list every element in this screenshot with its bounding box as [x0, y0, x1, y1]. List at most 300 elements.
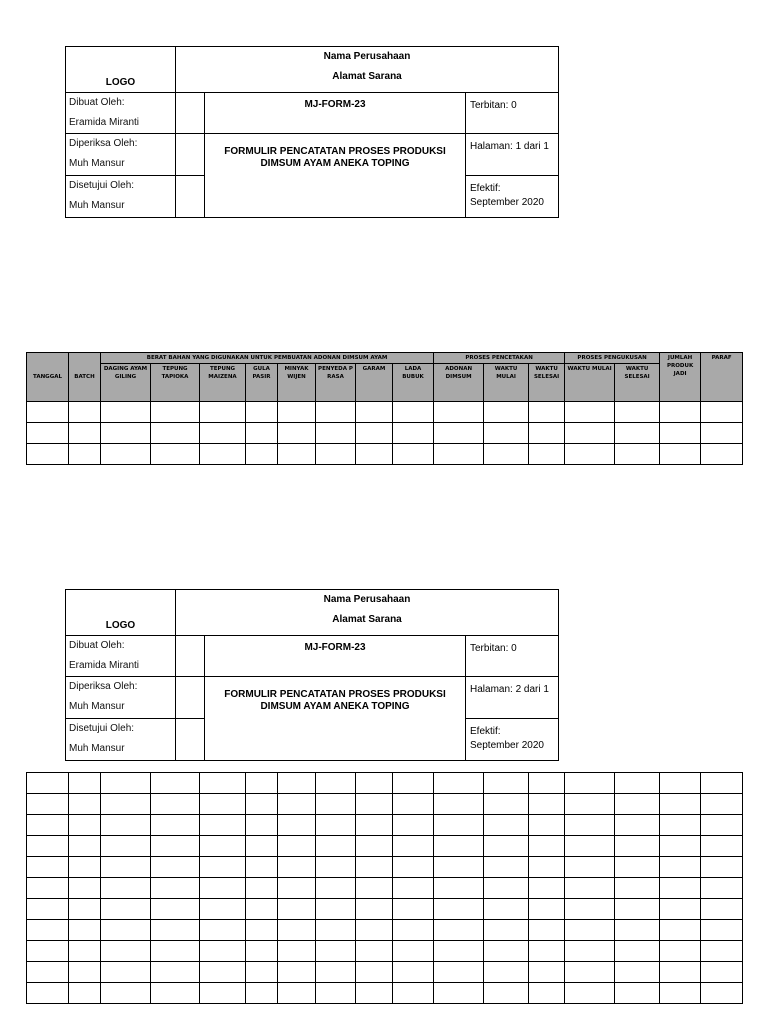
- empty-cell[interactable]: [701, 423, 743, 444]
- empty-cell[interactable]: [69, 773, 101, 794]
- empty-cell[interactable]: [434, 962, 484, 983]
- empty-cell[interactable]: [316, 836, 356, 857]
- empty-cell[interactable]: [316, 920, 356, 941]
- empty-cell[interactable]: [529, 983, 565, 1004]
- empty-cell[interactable]: [101, 815, 151, 836]
- empty-cell[interactable]: [151, 836, 200, 857]
- col-batch: BATCH: [69, 353, 101, 402]
- table-row: [27, 815, 743, 836]
- empty-cell[interactable]: [565, 794, 615, 815]
- empty-cell[interactable]: [660, 444, 701, 465]
- empty-cell[interactable]: [278, 402, 316, 423]
- empty-cell[interactable]: [278, 444, 316, 465]
- col-ingredient: MINYAK WIJEN: [278, 364, 316, 402]
- empty-cell[interactable]: [278, 941, 316, 962]
- col-steaming: WAKTU SELESAI: [615, 364, 660, 402]
- empty-cell[interactable]: [615, 444, 660, 465]
- empty-cell[interactable]: [565, 899, 615, 920]
- empty-cell[interactable]: [484, 423, 529, 444]
- empty-cell[interactable]: [101, 794, 151, 815]
- empty-cell[interactable]: [393, 941, 434, 962]
- empty-cell[interactable]: [660, 402, 701, 423]
- empty-cell[interactable]: [27, 773, 69, 794]
- empty-cell[interactable]: [434, 444, 484, 465]
- empty-cell[interactable]: [278, 920, 316, 941]
- empty-cell[interactable]: [615, 920, 660, 941]
- empty-cell[interactable]: [565, 815, 615, 836]
- empty-cell[interactable]: [701, 815, 743, 836]
- empty-cell[interactable]: [27, 423, 69, 444]
- empty-cell[interactable]: [101, 836, 151, 857]
- empty-cell[interactable]: [246, 899, 278, 920]
- empty-cell[interactable]: [278, 815, 316, 836]
- empty-cell[interactable]: [660, 899, 701, 920]
- empty-cell[interactable]: [200, 857, 246, 878]
- empty-cell[interactable]: [316, 794, 356, 815]
- empty-cell[interactable]: [200, 815, 246, 836]
- col-ingredient: PENYEDA P RASA: [316, 364, 356, 402]
- empty-cell[interactable]: [615, 794, 660, 815]
- empty-cell[interactable]: [278, 773, 316, 794]
- empty-cell[interactable]: [529, 773, 565, 794]
- empty-cell[interactable]: [529, 920, 565, 941]
- table-row: [27, 402, 743, 423]
- empty-cell[interactable]: [393, 962, 434, 983]
- empty-cell[interactable]: [701, 857, 743, 878]
- empty-cell[interactable]: [69, 836, 101, 857]
- empty-cell[interactable]: [529, 962, 565, 983]
- empty-cell[interactable]: [529, 444, 565, 465]
- empty-cell[interactable]: [660, 983, 701, 1004]
- empty-cell[interactable]: [701, 920, 743, 941]
- effective-date: [466, 176, 559, 218]
- empty-cell[interactable]: [316, 773, 356, 794]
- empty-cell[interactable]: [701, 836, 743, 857]
- empty-cell[interactable]: [356, 920, 393, 941]
- empty-cell[interactable]: [615, 857, 660, 878]
- signature-cell: [176, 719, 205, 761]
- empty-cell[interactable]: [200, 962, 246, 983]
- table-row: [27, 983, 743, 1004]
- empty-cell[interactable]: [200, 878, 246, 899]
- empty-cell[interactable]: [316, 402, 356, 423]
- empty-cell[interactable]: [27, 920, 69, 941]
- empty-cell[interactable]: [246, 983, 278, 1004]
- empty-cell[interactable]: [615, 983, 660, 1004]
- empty-cell[interactable]: [69, 962, 101, 983]
- empty-cell[interactable]: [434, 920, 484, 941]
- empty-cell[interactable]: [316, 857, 356, 878]
- empty-cell[interactable]: [316, 962, 356, 983]
- empty-cell[interactable]: [151, 402, 200, 423]
- empty-cell[interactable]: [434, 836, 484, 857]
- empty-cell[interactable]: [101, 983, 151, 1004]
- empty-cell[interactable]: [434, 794, 484, 815]
- empty-cell[interactable]: [246, 423, 278, 444]
- empty-cell[interactable]: [484, 444, 529, 465]
- empty-cell[interactable]: [529, 941, 565, 962]
- empty-cell[interactable]: [529, 402, 565, 423]
- effective-value: September 2020: [470, 740, 544, 751]
- empty-cell[interactable]: [660, 794, 701, 815]
- empty-cell[interactable]: [565, 920, 615, 941]
- empty-cell[interactable]: [484, 857, 529, 878]
- col-ingredient: DAGING AYAM GILING: [101, 364, 151, 402]
- empty-cell[interactable]: [615, 836, 660, 857]
- empty-cell[interactable]: [529, 423, 565, 444]
- empty-cell[interactable]: [356, 941, 393, 962]
- empty-cell[interactable]: [565, 983, 615, 1004]
- empty-cell[interactable]: [101, 773, 151, 794]
- empty-cell[interactable]: [200, 444, 246, 465]
- empty-cell[interactable]: [27, 941, 69, 962]
- empty-cell[interactable]: [529, 857, 565, 878]
- table-body: [27, 773, 743, 1004]
- empty-cell[interactable]: [434, 878, 484, 899]
- empty-cell[interactable]: [529, 815, 565, 836]
- empty-cell[interactable]: [565, 423, 615, 444]
- empty-cell[interactable]: [69, 899, 101, 920]
- empty-cell[interactable]: [101, 878, 151, 899]
- empty-cell[interactable]: [316, 878, 356, 899]
- table-row: [27, 836, 743, 857]
- empty-cell[interactable]: [200, 402, 246, 423]
- col-printing: WAKTU SELESAI: [529, 364, 565, 402]
- empty-cell[interactable]: [316, 423, 356, 444]
- empty-cell[interactable]: [101, 423, 151, 444]
- empty-cell[interactable]: [200, 983, 246, 1004]
- empty-cell[interactable]: [316, 444, 356, 465]
- empty-cell[interactable]: [69, 402, 101, 423]
- empty-cell[interactable]: [278, 857, 316, 878]
- col-ingredient: TEPUNG MAIZENA: [200, 364, 246, 402]
- empty-cell[interactable]: [278, 899, 316, 920]
- form-title: [205, 677, 466, 761]
- empty-cell[interactable]: [101, 444, 151, 465]
- empty-cell[interactable]: [27, 899, 69, 920]
- empty-cell[interactable]: [27, 815, 69, 836]
- empty-cell[interactable]: [565, 941, 615, 962]
- table-row: [27, 899, 743, 920]
- table-row: [27, 878, 743, 899]
- empty-cell[interactable]: [393, 983, 434, 1004]
- checked-by-name: Muh Mansur: [69, 158, 125, 169]
- page-number: Halaman: 2 dari 1: [466, 677, 559, 719]
- empty-cell[interactable]: [565, 773, 615, 794]
- empty-cell[interactable]: [660, 423, 701, 444]
- empty-cell[interactable]: [529, 836, 565, 857]
- empty-cell[interactable]: [356, 794, 393, 815]
- empty-cell[interactable]: [27, 836, 69, 857]
- empty-cell[interactable]: [101, 857, 151, 878]
- empty-cell[interactable]: [701, 402, 743, 423]
- empty-cell[interactable]: [434, 815, 484, 836]
- empty-cell[interactable]: [316, 983, 356, 1004]
- empty-cell[interactable]: [615, 815, 660, 836]
- empty-cell[interactable]: [151, 878, 200, 899]
- empty-cell[interactable]: [200, 773, 246, 794]
- empty-cell[interactable]: [246, 444, 278, 465]
- empty-cell[interactable]: [246, 941, 278, 962]
- empty-cell[interactable]: [101, 941, 151, 962]
- empty-cell[interactable]: [246, 402, 278, 423]
- empty-cell[interactable]: [151, 899, 200, 920]
- effective-value: September 2020: [470, 197, 544, 208]
- empty-cell[interactable]: [484, 794, 529, 815]
- empty-cell[interactable]: [246, 962, 278, 983]
- col-tanggal: TANGGAL: [27, 353, 69, 402]
- empty-cell[interactable]: [393, 857, 434, 878]
- empty-cell[interactable]: [246, 815, 278, 836]
- empty-cell[interactable]: [278, 878, 316, 899]
- empty-cell[interactable]: [316, 941, 356, 962]
- empty-cell[interactable]: [200, 899, 246, 920]
- empty-cell[interactable]: [393, 878, 434, 899]
- empty-cell[interactable]: [200, 794, 246, 815]
- empty-cell[interactable]: [200, 836, 246, 857]
- empty-cell[interactable]: [69, 857, 101, 878]
- empty-cell[interactable]: [246, 836, 278, 857]
- empty-cell[interactable]: [356, 836, 393, 857]
- empty-cell[interactable]: [356, 423, 393, 444]
- empty-cell[interactable]: [484, 941, 529, 962]
- empty-cell[interactable]: [278, 983, 316, 1004]
- empty-cell[interactable]: [151, 444, 200, 465]
- empty-cell[interactable]: [393, 402, 434, 423]
- empty-cell[interactable]: [660, 878, 701, 899]
- empty-cell[interactable]: [356, 899, 393, 920]
- continuation-table: [26, 772, 743, 1004]
- empty-cell[interactable]: [316, 815, 356, 836]
- empty-cell[interactable]: [356, 857, 393, 878]
- empty-cell[interactable]: [246, 857, 278, 878]
- made-by-label: Dibuat Oleh:: [69, 640, 125, 651]
- empty-cell[interactable]: [278, 836, 316, 857]
- group-steaming: PROSES PENGUKUSAN: [565, 353, 660, 364]
- table-body: [27, 402, 743, 465]
- col-ingredient: LADA BUBUK: [393, 364, 434, 402]
- empty-cell[interactable]: [615, 878, 660, 899]
- empty-cell[interactable]: [27, 444, 69, 465]
- empty-cell[interactable]: [278, 423, 316, 444]
- empty-cell[interactable]: [356, 402, 393, 423]
- form-title: [205, 134, 466, 218]
- empty-cell[interactable]: [246, 794, 278, 815]
- signature-cell: [176, 176, 205, 218]
- logo-cell: LOGO: [66, 590, 176, 636]
- empty-cell[interactable]: [69, 423, 101, 444]
- empty-cell[interactable]: [69, 920, 101, 941]
- empty-cell[interactable]: [316, 899, 356, 920]
- effective-label: Efektif:: [470, 726, 501, 737]
- empty-cell[interactable]: [434, 899, 484, 920]
- empty-cell[interactable]: [200, 920, 246, 941]
- empty-cell[interactable]: [393, 773, 434, 794]
- empty-cell[interactable]: [151, 857, 200, 878]
- col-printing: WAKTU MULAI: [484, 364, 529, 402]
- empty-cell[interactable]: [434, 983, 484, 1004]
- empty-cell[interactable]: [356, 444, 393, 465]
- empty-cell[interactable]: [101, 899, 151, 920]
- empty-cell[interactable]: [615, 773, 660, 794]
- empty-cell[interactable]: [565, 878, 615, 899]
- empty-cell[interactable]: [529, 794, 565, 815]
- empty-cell[interactable]: [660, 920, 701, 941]
- form-code: MJ-FORM-23: [205, 93, 466, 134]
- empty-cell[interactable]: [660, 941, 701, 962]
- empty-cell[interactable]: [27, 402, 69, 423]
- made-by: [66, 636, 176, 677]
- empty-cell[interactable]: [101, 962, 151, 983]
- checked-by-label: Diperiksa Oleh:: [69, 681, 138, 692]
- empty-cell[interactable]: [151, 815, 200, 836]
- empty-cell[interactable]: [393, 794, 434, 815]
- empty-cell[interactable]: [27, 857, 69, 878]
- made-by-name: Eramida Miranti: [69, 117, 140, 128]
- empty-cell[interactable]: [69, 815, 101, 836]
- table-row: [27, 794, 743, 815]
- empty-cell[interactable]: [356, 773, 393, 794]
- empty-cell[interactable]: [484, 920, 529, 941]
- empty-cell[interactable]: [484, 878, 529, 899]
- empty-cell[interactable]: [660, 857, 701, 878]
- empty-cell[interactable]: [434, 773, 484, 794]
- approved-by-label: Disetujui Oleh:: [69, 723, 135, 734]
- effective-date: [466, 719, 559, 761]
- empty-cell[interactable]: [393, 423, 434, 444]
- empty-cell[interactable]: [434, 423, 484, 444]
- empty-cell[interactable]: [660, 773, 701, 794]
- form-title-line1: FORMULIR PENCATATAN PROSES PRODUKSI: [224, 689, 446, 700]
- checked-by: [66, 134, 176, 176]
- empty-cell[interactable]: [615, 402, 660, 423]
- checked-by-name: Muh Mansur: [69, 701, 125, 712]
- empty-cell[interactable]: [246, 920, 278, 941]
- form-header-page-1: [65, 46, 559, 218]
- empty-cell[interactable]: [484, 899, 529, 920]
- empty-cell[interactable]: [484, 983, 529, 1004]
- empty-cell[interactable]: [529, 899, 565, 920]
- empty-cell[interactable]: [246, 773, 278, 794]
- empty-cell[interactable]: [151, 794, 200, 815]
- empty-cell[interactable]: [151, 941, 200, 962]
- empty-cell[interactable]: [393, 836, 434, 857]
- empty-cell[interactable]: [356, 878, 393, 899]
- empty-cell[interactable]: [356, 962, 393, 983]
- approved-by: [66, 176, 176, 218]
- empty-cell[interactable]: [101, 920, 151, 941]
- empty-cell[interactable]: [69, 878, 101, 899]
- col-printing: ADONAN DIMSUM: [434, 364, 484, 402]
- signature-cell: [176, 677, 205, 719]
- empty-cell[interactable]: [151, 920, 200, 941]
- company-address: Alamat Sarana: [332, 71, 402, 82]
- empty-cell[interactable]: [356, 983, 393, 1004]
- empty-cell[interactable]: [660, 836, 701, 857]
- empty-cell[interactable]: [69, 941, 101, 962]
- empty-cell[interactable]: [101, 402, 151, 423]
- table-row: [27, 423, 743, 444]
- empty-cell[interactable]: [393, 815, 434, 836]
- empty-cell[interactable]: [565, 444, 615, 465]
- empty-cell[interactable]: [701, 794, 743, 815]
- empty-cell[interactable]: [278, 794, 316, 815]
- empty-cell[interactable]: [27, 794, 69, 815]
- empty-cell[interactable]: [701, 773, 743, 794]
- empty-cell[interactable]: [484, 773, 529, 794]
- form-header-page-2: [65, 589, 559, 761]
- empty-cell[interactable]: [701, 878, 743, 899]
- empty-cell[interactable]: [615, 423, 660, 444]
- empty-cell[interactable]: [484, 836, 529, 857]
- empty-cell[interactable]: [701, 899, 743, 920]
- empty-cell[interactable]: [565, 962, 615, 983]
- empty-cell[interactable]: [151, 423, 200, 444]
- form-title-line2: DIMSUM AYAM ANEKA TOPING: [260, 701, 410, 712]
- empty-cell[interactable]: [565, 402, 615, 423]
- empty-cell[interactable]: [278, 962, 316, 983]
- empty-cell[interactable]: [484, 402, 529, 423]
- empty-cell[interactable]: [27, 878, 69, 899]
- empty-cell[interactable]: [393, 920, 434, 941]
- empty-cell[interactable]: [27, 983, 69, 1004]
- signature-cell: [176, 636, 205, 677]
- col-ingredient: TEPUNG TAPIOKA: [151, 364, 200, 402]
- empty-cell[interactable]: [27, 962, 69, 983]
- form-code: MJ-FORM-23: [205, 636, 466, 677]
- empty-cell[interactable]: [151, 773, 200, 794]
- empty-cell[interactable]: [69, 794, 101, 815]
- empty-cell[interactable]: [565, 857, 615, 878]
- empty-cell[interactable]: [246, 878, 278, 899]
- col-ingredient: GARAM: [356, 364, 393, 402]
- empty-cell[interactable]: [615, 941, 660, 962]
- empty-cell[interactable]: [484, 815, 529, 836]
- empty-cell[interactable]: [151, 962, 200, 983]
- empty-cell[interactable]: [200, 941, 246, 962]
- empty-cell[interactable]: [434, 402, 484, 423]
- empty-cell[interactable]: [701, 941, 743, 962]
- empty-cell[interactable]: [615, 899, 660, 920]
- empty-cell[interactable]: [356, 815, 393, 836]
- empty-cell[interactable]: [701, 444, 743, 465]
- empty-cell[interactable]: [393, 899, 434, 920]
- empty-cell[interactable]: [151, 983, 200, 1004]
- empty-cell[interactable]: [660, 815, 701, 836]
- col-steaming: WAKTU MULAI: [565, 364, 615, 402]
- table-row: [27, 444, 743, 465]
- empty-cell[interactable]: [529, 878, 565, 899]
- empty-cell[interactable]: [434, 857, 484, 878]
- signature-cell: [176, 134, 205, 176]
- signature-cell: [176, 93, 205, 134]
- table-row: [27, 920, 743, 941]
- company-info: [176, 47, 559, 93]
- empty-cell[interactable]: [393, 444, 434, 465]
- empty-cell[interactable]: [69, 444, 101, 465]
- empty-cell[interactable]: [615, 962, 660, 983]
- empty-cell[interactable]: [200, 423, 246, 444]
- issue-number: Terbitan: 0: [466, 636, 559, 677]
- empty-cell[interactable]: [701, 983, 743, 1004]
- empty-cell[interactable]: [660, 962, 701, 983]
- logo-cell: LOGO: [66, 47, 176, 93]
- empty-cell[interactable]: [69, 983, 101, 1004]
- empty-cell[interactable]: [701, 962, 743, 983]
- empty-cell[interactable]: [484, 962, 529, 983]
- empty-cell[interactable]: [434, 941, 484, 962]
- empty-cell[interactable]: [565, 836, 615, 857]
